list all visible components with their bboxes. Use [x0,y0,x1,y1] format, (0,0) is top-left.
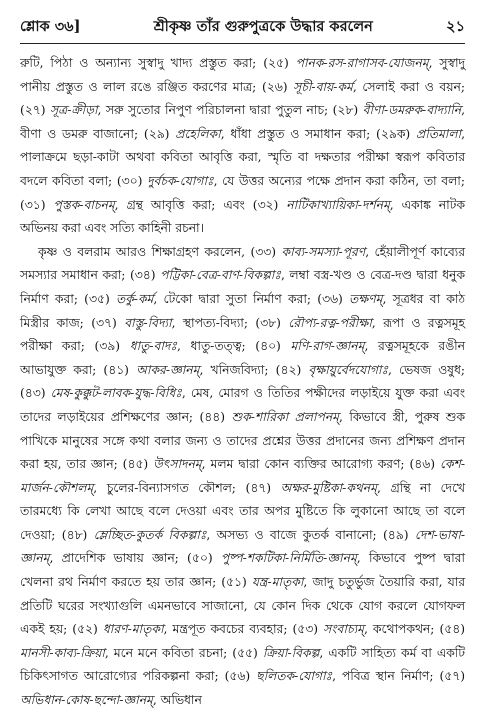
text-run: রুটি, পিঠা ও অন্যান্য সুস্বাদু খাদ্য প্রস্তুত করা; (২৫) [20,56,296,70]
sanskrit-term: ছলিতক-যোগাঃ [256,669,333,684]
sanskrit-term: সংবাচ্যম্ [323,622,364,637]
text-run: , হেঁয়ালীপূর্ণ কাব্যের সমস্যার সমাধান করা; (৩৪) [20,244,465,283]
text-run: , মেষ, মোরগ ও তিতির পক্ষীদের লড়াইয়ে যুক্ত করা এবং তাদের লড়াইয়ের প্রশিক্ষণের জ্ঞান; (৪৪) [20,386,466,424]
sanskrit-term: দুর্বচক-যোগাঃ [147,173,214,188]
text-run: , সেলাই করা ও বয়ন; (২৭) [20,79,465,118]
sanskrit-term: ক্রিয়া-বিকল্প [262,645,320,660]
text-run: , সুস্বাদু পানীয় প্রস্তুত ও লাল রঙে রঞ্জিত করণের মাত্র; (২৬) [20,56,465,94]
sanskrit-term: দেশ-ভাষা-জ্ঞানম্ [20,527,466,566]
sanskrit-term: ধারণ-মাতৃকা [102,622,164,637]
sanskrit-term: রৌপ্য-রত্ন-পরীক্ষা [288,315,372,330]
text-run: , গ্রন্থি না দেখে তারমধ্যে কি লেখা আছে বলে দেওয়া এবং তার অপর মুষ্টিতে কি লুকানো আছে তা বলে দেওয়া; (৪৮) [20,480,465,542]
sanskrit-term: পুস্তক-বাচনম্ [53,197,115,212]
text-run: , প্রাদেশিক ভাষায় জ্ঞান; (৫০) [49,551,221,566]
text-run: , কিভাবে পুষ্প দ্বারা খেলনা রথ নির্মাণ করতে হয় তার জ্ঞান; (৫১) [20,551,465,590]
sanskrit-term: সূচী-বায়-কর্ম [293,79,353,94]
sanskrit-term: বৃক্ষায়ুর্বেদযোগাঃ [308,362,389,377]
text-run: , পালাক্রমে ছড়া-কাটা অথবা কবিতা আবৃত্তি করা, স্মৃতি বা দক্ষতার পরীক্ষা স্বরূপ কবিতার বদলে কবিতা বলা; (৩০) [20,126,465,188]
text-run: , জাদু চতুর্ভুজ তৈয়ারি করা, যার প্রতিটি ঘরের সংখ্যাগুলি এমনভাবে সাজানো, যে কোন দিক থেকে যোগ করলে যোগফল একই হয়; (৫২) [20,575,465,637]
sanskrit-term: সূত্র-ক্রীড়া [50,103,98,118]
text-run: , পবিত্র স্থান নির্মাণ; (৫৭) [332,669,466,684]
text-run: , যে উত্তর অন্যের পক্ষে প্রদান করা কঠিন, তা বলা; (৩১) [20,173,465,212]
sanskrit-term: অক্ষর-মুষ্টিকা-কথনম্ [280,480,377,495]
text-run: , রূপা ও রত্নসমূহ পরীক্ষা করা; (৩৯) [20,315,465,354]
running-header [20,16,465,44]
sanskrit-term: ধাতু-বাদঃ [129,339,177,354]
text-run: , মলম দ্বারা কোন ব্যক্তির আরোগ্য করণ; (৪৬) [201,457,440,472]
text-run: , সূত্রধর বা কাঠ মিস্ত্রীর কাজ; (৩৭) [20,291,466,330]
sanskrit-term: প্রহেলিকা [175,126,221,141]
text-run: , বীণা ও ডমরু বাজানো; (২৯) [20,103,465,141]
sanskrit-term: মেষ-কুক্কুট-লাবক-যুদ্ধ-বিধিঃ [50,386,182,401]
sanskrit-term: আকর-জ্ঞানম্ [136,362,200,377]
sanskrit-term: অভিধান-কোষ-ছন্দো-জ্ঞানম্ [20,693,153,708]
text-run: , মনে মনে কবিতা রচনা; (৫৫) [104,645,263,660]
text-run: , সরু সুতোর নিপুণ পরিচালনা দ্বারা পুতুল নাচ; (২৮) [97,103,363,118]
page-number: ২১ [446,18,465,35]
text-run: , ধাতু-তত্ত্ব; (৪০) [176,339,291,354]
sanskrit-term: তক্ষণম্ [349,291,383,306]
text-run: , মন্ত্রপূত কবচের ব্যবহার; (৫৩) [163,622,324,637]
text-run: , গ্রন্থ আবৃত্তি করা; এবং (৩২) [114,197,287,212]
sanskrit-term: বাস্তু-বিদ্যা [124,315,172,330]
text-run: , ধাঁধা প্রস্তুত ও সমাধান করা; (২৯ক) [220,126,417,141]
sanskrit-term: পানক-রস-রাগাসব-যোজনম্ [295,56,429,70]
sanskrit-term: পট্টিকা-বেত্র-বাণ-বিকল্পাঃ [160,268,281,283]
sanskrit-term: কেশ-মার্জন-কৌশলম্ [20,457,465,495]
sanskrit-term: নাটিকাখ্যায়িকা-দর্শনম্ [286,197,390,212]
sanskrit-term: শুক-শারিকা প্রলাপনম্ [231,409,340,424]
chapter-title: শ্রীকৃষ্ণ তাঁর গুরুপুত্রকে উদ্ধার করলেন [153,18,373,35]
sanskrit-term: পুষ্প-শকটিকা-নির্মিতি-জ্ঞানম্ [220,551,357,566]
text-run: , চুলের-বিন্যাসগত কৌশল; (৪৭) [93,480,281,495]
text-run: , স্থাপত্য-বিদ্যা; (৩৮) [171,315,289,330]
sanskrit-term: মানসী-কাব্য-ক্রিয়া [20,645,105,660]
text-run: , অসভ্য ও বাজে কুতর্ক বানানো; (৪৯) [206,527,415,542]
sanskrit-term: তর্কু-কর্ম [115,291,154,306]
text-run: , কথোপকথন; (৫৪) [363,622,465,637]
sanskrit-term: মণি-রাগ-জ্ঞানম্ [290,339,365,354]
text-run: কৃষ্ণ ও বলরাম আরও শিক্ষাগ্রহণ করলেন, (৩৩) [38,244,282,259]
text-run: , খনিজবিদ্যা; (৪২) [199,362,309,377]
text-run: , রত্নসমূহকে রঙীন আভাযুক্ত করা; (৪১) [20,339,466,377]
sanskrit-term: যন্ত্র-মাতৃকা [251,575,304,590]
text-run: , কিভাবে স্ত্রী, পুরুষ শুক পাখিকে মানুষের সঙ্গে কথা বলার জন্য ও তাদের প্রশ্নের উত্তর প্রদানের জন্য প্রশিক্ষণ প্রদান করা হয়, তার জ্ঞান; (৪৫) [20,409,465,472]
text-run: , একাঙ্ক নাটক অভিনয় করা এবং সত্যি কাহিনী রচনা। [20,197,465,236]
text-run: , লম্বা বস্ত্র-খণ্ড ও বেত্র-দণ্ড দ্বারা ধনুক নির্মাণ করা; (৩৫) [20,268,465,306]
paragraph [20,52,465,241]
text-run: , একটি সাহিত্য কর্ম বা একটি চিকিৎসাগত আরোগ্যের পরিকল্পনা করা; (৫৬) [20,645,466,684]
text-run: , টেকো দ্বারা সুতা নির্মাণ করা; (৩৬) [153,291,350,306]
sanskrit-term: ম্লেচ্ছিত-কুতর্ক বিকল্পাঃ [93,527,207,542]
sanskrit-term: প্রতিমালা [416,126,462,141]
sanskrit-term: কাব্য-সমস্যা-পূরণ [281,244,366,259]
text-run: , ভেষজ ওষুধ; (৪৩) [20,362,465,401]
body-text [20,52,465,713]
paragraph [20,241,465,713]
text-run: , অভিধান [152,693,202,708]
sanskrit-term: উৎসাদনম্ [153,457,202,472]
sanskrit-term: বীণা-ডমরুক-বাদ্যানি [362,103,462,118]
verse-reference: শ্লোক ৩৬] [20,18,81,35]
